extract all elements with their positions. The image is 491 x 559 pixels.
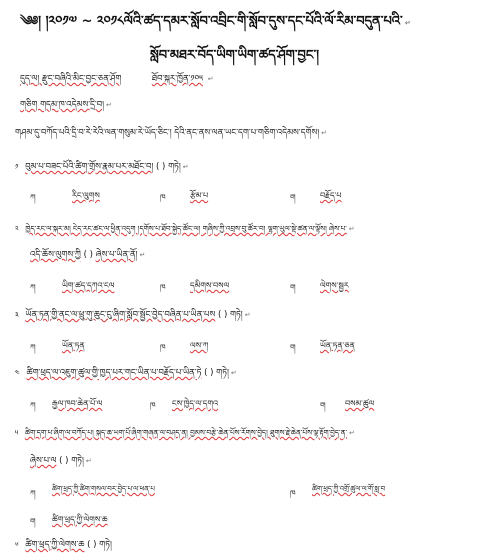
- option-text-c: ལེགས་སྦྱར: [320, 281, 349, 290]
- option-text-a: ཚིག་ཕྲད་ཀྱི་ཚིག་གསལ་བར་བྱེད་པ་ལ་ཕན་པ: [52, 485, 155, 493]
- option-label-c: ག: [320, 401, 326, 410]
- option-text-c: ཚིག་ཕྲད་ཀྱི་ལེགས་ཆ: [52, 515, 108, 524]
- option-text-c: ཡོན་ཏན་ཅན: [320, 341, 355, 350]
- option-text-b: ངས་ཁྱེད་ལ་དགའ: [172, 399, 218, 408]
- option-label-a: ཀ: [30, 283, 36, 292]
- option-text-a: རིང་ལུགས: [72, 191, 100, 200]
- option-label-a: ཀ: [30, 343, 36, 352]
- option-text-a: ཡིག་ཚད་དཀའ་ངལ: [62, 281, 115, 290]
- option-label-b: ཁ: [160, 343, 166, 352]
- option-text-c: བརྗོད་པ: [320, 191, 342, 200]
- answer-blank[interactable]: ( ): [217, 310, 228, 320]
- question-end: གཏེ།: [99, 540, 112, 550]
- return-mark-icon: ↵: [106, 101, 112, 109]
- question-2-cont: [30, 246, 145, 269]
- question-end: གཏེ།: [229, 310, 243, 320]
- question-text: ཡོན་ཏན་གྱི་ནང་ལ་ཕྲུ་གུ་ཆུང་ངུ་ཞིག་སློབ་སྦྱོང་བྱེད་བཞིན་པ་ཡིན་པས: [25, 310, 216, 320]
- option-label-c: ག: [290, 343, 296, 352]
- answer-blank[interactable]: ( ): [87, 540, 97, 550]
- return-mark-icon: ↵: [244, 311, 251, 319]
- return-mark-icon: ↵: [349, 429, 355, 437]
- section-heading: [20, 96, 112, 119]
- option-text-b: རྩོམ་པ: [190, 191, 209, 200]
- return-mark-icon: ↵: [207, 75, 214, 83]
- answer-blank[interactable]: ( ): [59, 456, 69, 466]
- question-text: ཚིག་ཕྲད་ཀྱི་ལེགས་ཆ: [25, 540, 85, 550]
- title-text-1: ༄༅། །༢༠༡༧ ~ ༢༠༡༨ལོའི་ཚད་དམར་སློབ་འབྲིང་གི་སློབ་དུས་དང་པོའི་ལོ་རིམ་བདུན་པའི་: [20, 14, 403, 29]
- exam-title-line1: [20, 6, 411, 43]
- option-label-b: ཁ: [160, 283, 166, 292]
- option-label-b: ཁ: [160, 193, 166, 202]
- question-3: [15, 306, 251, 329]
- option-label-b: ཁ: [150, 401, 156, 410]
- title-text-2: སློབ་མཐར་བོད་ཡིག་ཡིག་ཚད་ཤོག་བྱང་།: [150, 48, 320, 63]
- question-number: ༡: [15, 163, 19, 171]
- return-mark-icon: ↵: [348, 225, 355, 233]
- option-label-b: ཁ: [290, 489, 296, 498]
- return-mark-icon: ↵: [404, 19, 411, 27]
- name-field: དུད་ལ། རྫུང་བཞིའི་མིང་བྱང་ཅན་ཤོག: [20, 74, 122, 84]
- question-1: [15, 158, 189, 181]
- score-field: ཐོབ་སྐར་ཁྱོན་༡༠༥: [151, 74, 203, 84]
- option-label-a: ཀ: [30, 401, 36, 410]
- return-mark-icon: ↵: [230, 369, 237, 377]
- answer-blank[interactable]: ( ): [204, 368, 214, 378]
- question-text: ཚིག་ཕྲད་ལ་འཇུག་ཚུལ་གྱི་ཁྱད་པར་གང་ཡིན་པ་བརྗོད་པ་ཡིན་ཏེ: [26, 368, 202, 378]
- option-label-c: ག: [30, 517, 36, 526]
- return-mark-icon: ↵: [182, 163, 189, 171]
- question-end: ཞེས་པ་ཡིན་ནོ།: [95, 250, 138, 260]
- instructions-text: གཤམ་དུ་བཀོད་པའི་དྲི་བ་རེ་རེའི་ལན་གསུམ་རེ་ཡོད་ཅིང་། དེའི་ནང་ནས་ལན་ཡང་དག་པ་གཅིག་འདེམས་དགོས།: [15, 128, 320, 138]
- question-5: [15, 424, 355, 445]
- question-end: གཏེ།: [216, 368, 229, 378]
- answer-blank[interactable]: ( ): [83, 250, 93, 260]
- name-score-line: [20, 70, 214, 93]
- section-heading-text: གཅིག གདམ་ཁ་འདེམས་དྲི་བ།: [20, 100, 105, 110]
- option-label-a: ཀ: [30, 193, 36, 202]
- option-text-b: དམིགས་བསལ: [190, 281, 230, 290]
- question-text: བུམ་པ་བཟང་པོའི་ཚིག་གྲོས་རྣམ་པར་མཐོང་བ།: [25, 162, 154, 172]
- question-number: ༤: [15, 369, 20, 377]
- option-label-c: ག: [290, 193, 296, 202]
- option-label-c: ག: [290, 283, 296, 292]
- question-end: གཏེ།: [168, 162, 181, 172]
- return-mark-icon: ↵: [85, 457, 92, 465]
- question-4: [15, 364, 237, 387]
- instructions: [15, 124, 327, 147]
- question-6: [15, 536, 112, 559]
- question-end: གཏེ།: [71, 456, 84, 466]
- question-text: ཚིག་དག་པ་ཞིག་ལ་བཀོད་པ། སྐད་ཆ་ཡག་པོ་ཞིག་གཞན་ལ་བཤད་ན། བྱམས་བརྩེ་ཆེན་པོས་རོགས་བྱེད། ཐུགས་རྗེ་ཆེན་པོས་ལྟ་རྟོག་བྱེད་ན་: [24, 428, 347, 437]
- question-number: ༦: [15, 541, 19, 549]
- option-text-a: རྒྱལ་ཁབ་ཆེན་པོ་ལ: [52, 399, 103, 408]
- option-text-c: བསམ་ཚུལ: [345, 399, 375, 408]
- option-text-b: ལས་ཀ: [190, 341, 209, 350]
- question-text-cont: ཞེས་པ་ལ: [30, 456, 57, 466]
- question-5-cont: [30, 452, 92, 475]
- answer-blank[interactable]: ( ): [156, 162, 166, 172]
- question-2: [15, 220, 355, 241]
- return-mark-icon: ↵: [139, 251, 146, 259]
- question-number: ༥: [15, 429, 19, 437]
- return-mark-icon: ↵: [321, 129, 327, 137]
- question-number: ༢: [15, 225, 19, 233]
- question-text: ཁྱེད་རང་ལ་སྐར་མ། ངེད་རང་ཚང་ལ་ཕྱིན་འདུག །དགོས་པ་ཐོབ་སྐྱེད་ཚོང་ལ། གཞིས་ཀྱི་འབྲས་བུ་ཚོར་བ། ལྷག་ཡུལ་སྡེ་ཚན་ལ་ལྟོས། ཞེས་པ་: [25, 224, 347, 233]
- option-text-a: ཡོན་ཏན: [62, 341, 85, 350]
- question-number: ༣: [15, 311, 19, 319]
- option-label-a: ཀ: [30, 489, 36, 498]
- option-text-b: ཚིག་ཕྲད་ཀྱི་འགྲོ་ཚུལ་ལ་གོ་སླ་བ: [312, 485, 386, 493]
- question-text-cont: འདི་ཆོས་ལུགས་ཀྱི: [30, 250, 81, 260]
